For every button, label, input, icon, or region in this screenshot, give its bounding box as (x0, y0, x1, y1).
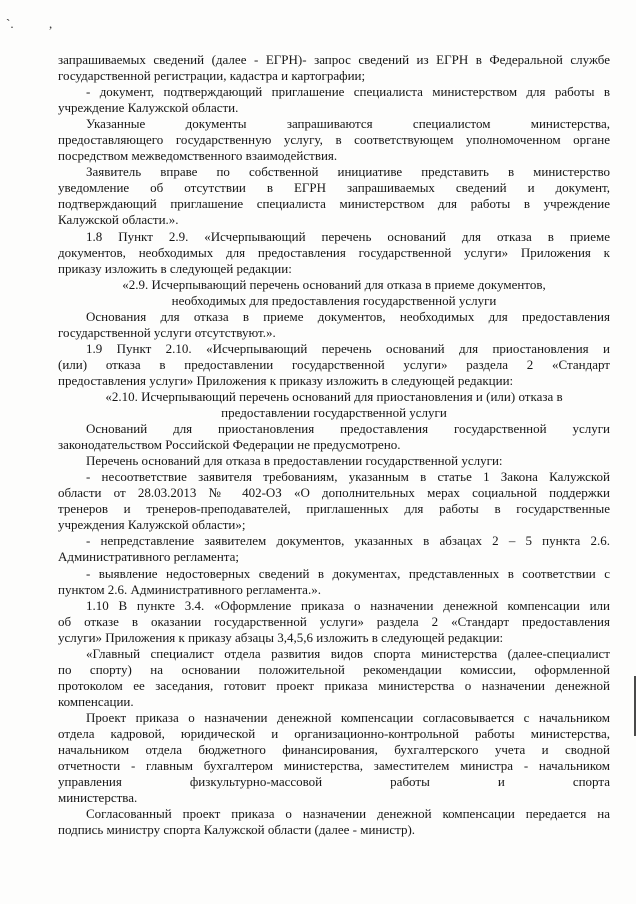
document-line-46: управления физкультурно-массовой работы и спорта (58, 774, 610, 790)
document-line-13: документов, необходимых для предоставления государственной услуги» Приложения к (58, 244, 610, 260)
document-line-11: Калужской области.». (58, 212, 179, 228)
document-line-6: предоставляющего государственную услугу, в соответствующем уполномоченном органе (58, 132, 610, 148)
document-line-16: необходимых для предоставления государственной услуги (171, 292, 497, 308)
document-line-23: предоставлении государственной услуги (221, 405, 447, 421)
document-line-26: Перечень оснований для отказа в предоставлении государственной услуги: (86, 453, 503, 469)
document-line-20: (или) отказа в предоставлении государственной услуги» раздела 2 «Стандарт (58, 356, 610, 372)
document-line-44: начальником отдела бюджетного финансирования, бухгалтерского учета и сводной (58, 742, 610, 758)
document-line-49: подпись министру спорта Калужской области (далее - министр). (58, 822, 416, 838)
document-line-12: 1.8 Пункт 2.9. «Исчерпывающий перечень оснований для отказа в приеме (86, 228, 610, 244)
document-line-37: услуги» Приложения к приказу абзацы 3,4,5,6 изложить в следующей редакции: (58, 629, 504, 645)
document-line-30: учреждения Калужской области»; (58, 517, 246, 533)
document-line-27: - несоответствие заявителя требованиям, указанным в статье 1 Закона Калужской (86, 469, 610, 485)
document-line-17: Основания для отказа в приеме документов, необходимых для предоставления (86, 308, 610, 324)
document-line-14: приказу изложить в следующей редакции: (58, 260, 292, 276)
scan-mark-left: `. (6, 16, 14, 31)
document-line-45: отчетности - главным бухгалтером министерства, заместителем министра - начальником (58, 758, 610, 774)
document-line-29: тренеров и тренеров-преподавателей, приглашенных для работы в государственные (58, 501, 610, 517)
document-page (58, 52, 610, 838)
document-line-19: 1.9 Пункт 2.10. «Исчерпывающий перечень оснований для приостановления и (86, 340, 610, 356)
document-line-24: Оснований для приостановления предоставления государственной услуги (86, 421, 610, 437)
document-line-28: области от 28.03.2013 № 402-ОЗ «О дополнительных мерах социальной поддержки (58, 485, 610, 501)
document-line-40: протоколом ее заседания, готовит проект приказа министерства о назначении денежной (58, 677, 610, 693)
document-line-41: компенсации. (58, 693, 134, 709)
document-line-42: Проект приказа о назначении денежной компенсации согласовывается с начальником (86, 709, 610, 725)
document-line-21: предоставления услуги» Приложения к приказу изложить в следующей редакции: (58, 372, 514, 388)
document-line-43: отдела кадровой, юридической и организационно-контрольной работы министерства, (58, 725, 610, 741)
document-line-3: - документ, подтверждающий приглашение специалиста министерством для работы в (86, 84, 610, 100)
document-line-31: - непредставление заявителем документов, указанных в абзацах 2 – 5 пункта 2.6. (86, 533, 610, 549)
document-line-35: 1.10 В пункте 3.4. «Оформление приказа о назначении денежной компенсации или (86, 597, 610, 613)
document-line-10: подтверждающий приглашение специалиста министерством для работы в учреждение (58, 196, 610, 212)
document-line-34: пунктом 2.6. Административного регламента.». (58, 581, 321, 597)
document-line-1: запрашиваемых сведений (далее - ЕГРН)- запрос сведений из ЕГРН в Федеральной службе (58, 52, 610, 67)
document-line-48: Согласованный проект приказа о назначении денежной компенсации передается на (86, 806, 610, 822)
scan-mark-right: , (49, 16, 53, 31)
document-line-47: министерства. (58, 790, 138, 806)
document-line-8: Заявитель вправе по собственной инициативе представить в министерство (86, 164, 610, 180)
document-line-5: Указанные документы запрашиваются специалистом министерства, (86, 116, 610, 132)
document-line-4: учреждение Калужской области. (58, 100, 239, 116)
document-line-2: государственной регистрации, кадастра и картографии; (58, 68, 366, 84)
document-line-25: законодательством Российской Федерации не предусмотрено. (58, 437, 401, 453)
document-line-39: по спорту) на основании положительной рекомендации комиссии, оформленной (58, 661, 610, 677)
document-line-9: уведомление об отсутствии в ЕГРН запрашиваемых сведений и документ, (58, 180, 610, 196)
document-line-7: посредством межведомственного взаимодействия. (58, 148, 338, 164)
document-line-22: «2.10. Исчерпывающий перечень оснований для приостановления и (или) отказа в (105, 388, 563, 404)
document-line-36: об отказе в оказании государственной услуги» раздела 2 «Стандарт предоставления (58, 613, 610, 629)
document-line-18: государственной услуги отсутствуют.». (58, 324, 276, 340)
document-line-33: - выявление недостоверных сведений в документах, представленных в соответствии с (86, 565, 610, 581)
document-line-38: «Главный специалист отдела развития видов спорта министерства (далее-специалист (86, 645, 610, 661)
document-line-15: «2.9. Исчерпывающий перечень оснований для отказа в приеме документов, (122, 276, 546, 292)
document-line-32: Административного регламента; (58, 549, 240, 565)
